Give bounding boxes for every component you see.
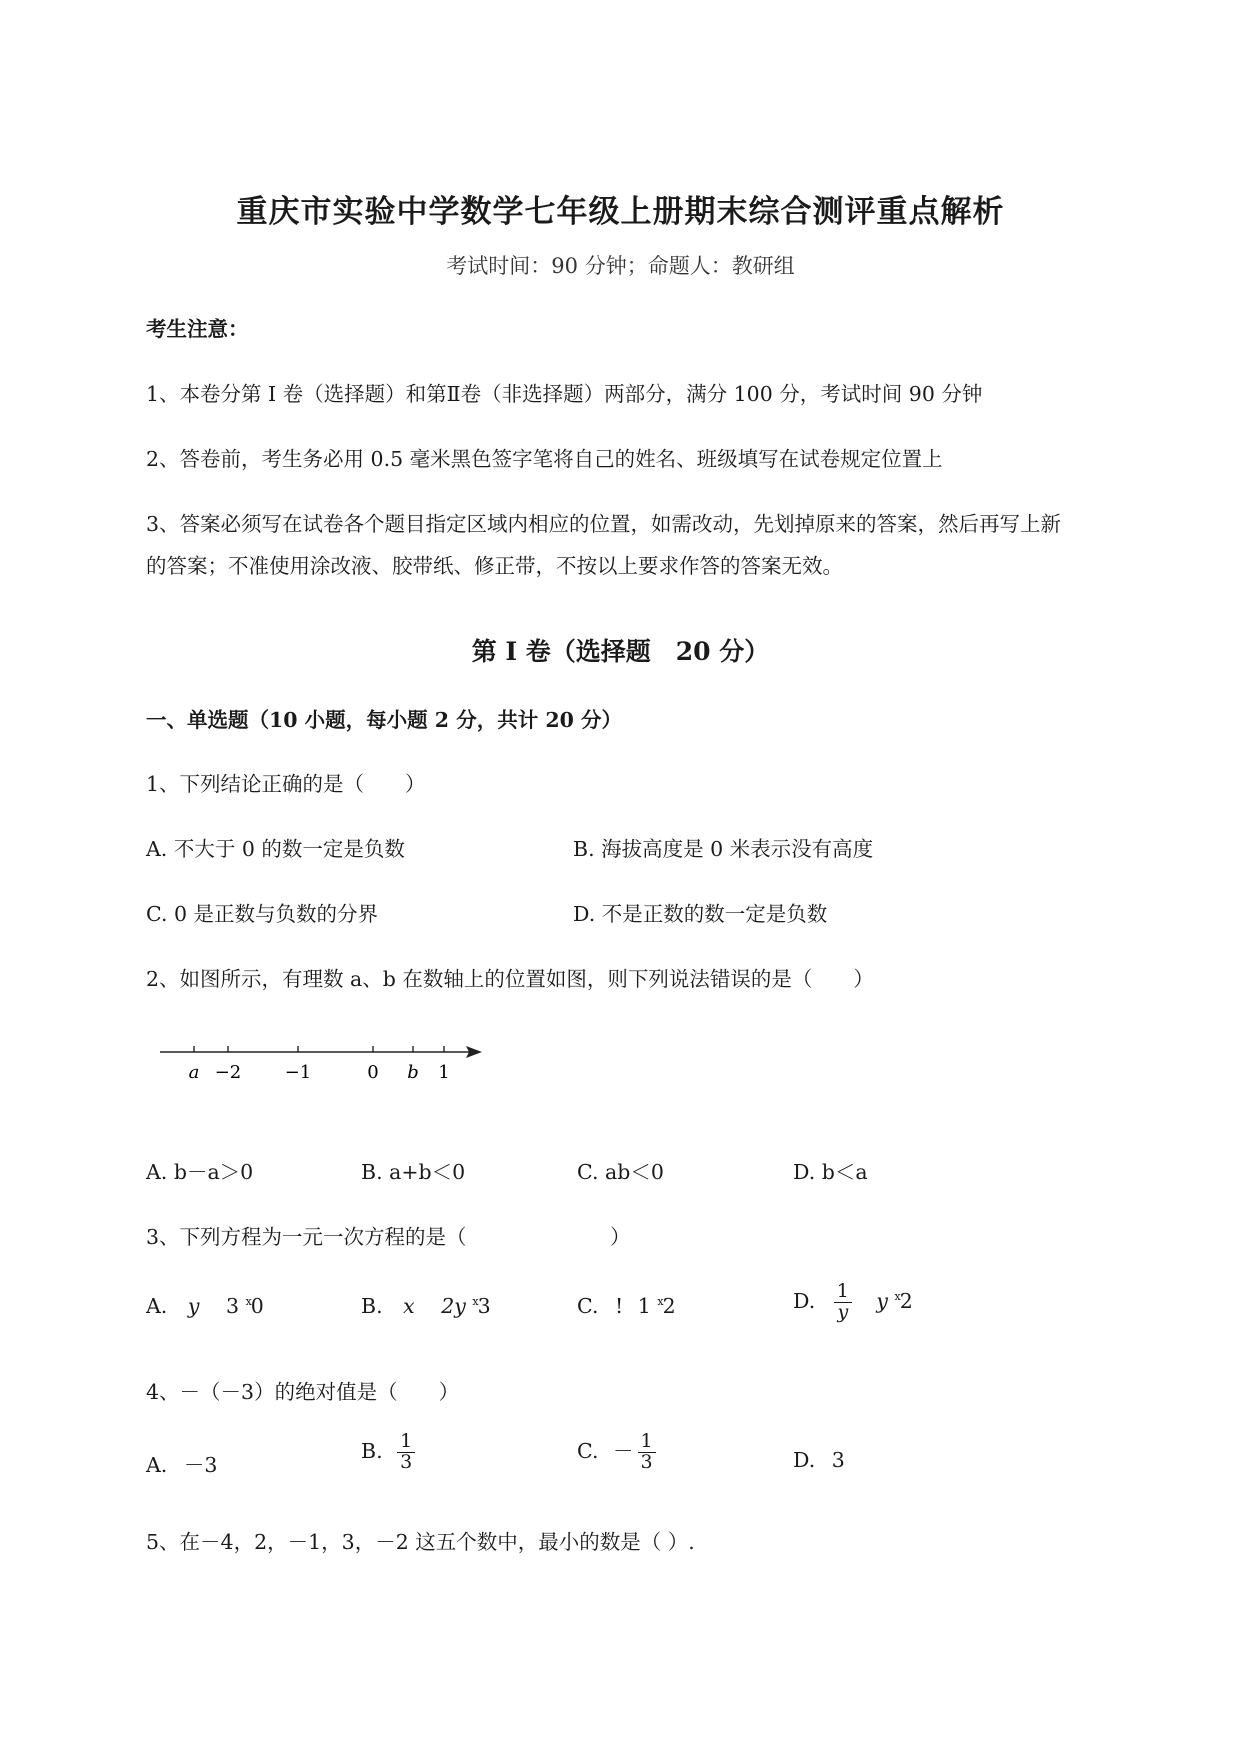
q3-option-a[interactable]: A. y 3 $^x$0 bbox=[146, 1294, 264, 1318]
page-title: 重庆市实验中学数学七年级上册期末综合测评重点解析 bbox=[236, 194, 1005, 230]
label-1: 1 bbox=[438, 1062, 450, 1083]
option-letter: A. bbox=[146, 1453, 168, 1477]
notice-item-3-cont: 的答案；不准使用涂改液、胶带纸、修正带，不按以上要求作答的答案无效。 bbox=[146, 554, 843, 578]
question-3-stem: 3、下列方程为一元一次方程的是（ ） bbox=[146, 1225, 631, 1249]
question-2-stem: 2、如图所示，有理数 a、b 在数轴上的位置如图，则下列说法错误的是（ ） bbox=[146, 967, 874, 991]
option-letter: D. bbox=[793, 1448, 816, 1472]
q3-option-c[interactable]: C. ! 1 $^x$2 bbox=[577, 1294, 676, 1318]
fraction: $\frac{1}{3}$ bbox=[638, 1432, 656, 1473]
section-title: 第 I 卷（选择题 20 分） bbox=[471, 637, 770, 666]
notice-item-1: 1、本卷分第 I 卷（选择题）和第Ⅱ卷（非选择题）两部分，满分 100 分，考试时间 90 分钟 bbox=[146, 382, 983, 406]
label-0: 0 bbox=[367, 1062, 379, 1083]
q3-option-b[interactable]: B. x 2y $^x$3 bbox=[361, 1294, 491, 1318]
q4-option-c[interactable]: C. － $\frac{1}{3}$ bbox=[577, 1432, 656, 1473]
option-letter: A. bbox=[146, 1294, 168, 1318]
q2-option-a[interactable]: A. b－a＞0 bbox=[146, 1160, 254, 1184]
q1-option-b[interactable]: B. 海拔高度是 0 米表示没有高度 bbox=[573, 837, 874, 861]
fraction: $\frac{1}{y}$ bbox=[834, 1282, 852, 1323]
q1-option-a[interactable]: A. 不大于 0 的数一定是负数 bbox=[146, 837, 405, 861]
q4-option-a[interactable]: A. －3 bbox=[146, 1453, 218, 1477]
question-1-stem: 1、下列结论正确的是（ ） bbox=[146, 772, 426, 796]
exam-subtitle: 考试时间：90 分钟；命题人：教研组 bbox=[446, 254, 795, 278]
notice-item-3: 3、答案必须写在试卷各个题目指定区域内相应的位置，如需改动，先划掉原来的答案，然后再写上新 bbox=[146, 512, 1062, 536]
label-b: b bbox=[407, 1062, 419, 1083]
q1-option-d[interactable]: D. 不是正数的数一定是负数 bbox=[573, 902, 828, 926]
question-5-stem: 5、在－4，2，－1，3，－2 这五个数中，最小的数是（ ）. bbox=[146, 1530, 695, 1554]
fraction: $\frac{1}{3}$ bbox=[397, 1432, 415, 1473]
number-line-figure bbox=[150, 1036, 495, 1086]
part-title: 一、单选题（10 小题，每小题 2 分，共计 20 分） bbox=[146, 708, 623, 732]
q2-option-d[interactable]: D. b＜a bbox=[793, 1160, 868, 1184]
q3-option-d[interactable]: D. $\frac{1}{y}$ y $^x$2 bbox=[793, 1280, 913, 1323]
label-minus-2: −2 bbox=[214, 1062, 242, 1083]
notice-heading: 考生注意： bbox=[146, 317, 249, 341]
q4-option-d[interactable]: D. 3 bbox=[793, 1448, 845, 1472]
notice-item-2: 2、答卷前，考生务必用 0.5 毫米黑色签字笔将自己的姓名、班级填写在试卷规定位置上 bbox=[146, 447, 943, 471]
option-letter: D. bbox=[793, 1288, 816, 1313]
q2-option-b[interactable]: B. a+b＜0 bbox=[361, 1160, 466, 1184]
label-minus-1: −1 bbox=[284, 1062, 312, 1083]
question-4-stem: 4、－（－3）的绝对值是（ ） bbox=[146, 1380, 460, 1404]
q4-option-b[interactable] bbox=[361, 1432, 415, 1473]
option-letter: C. bbox=[577, 1294, 599, 1318]
option-letter: C. bbox=[577, 1438, 599, 1463]
option-letter: B. bbox=[361, 1438, 383, 1463]
q1-option-c[interactable]: C. 0 是正数与负数的分界 bbox=[146, 902, 379, 926]
label-a: a bbox=[188, 1062, 200, 1083]
q2-option-c[interactable]: C. ab＜0 bbox=[577, 1160, 664, 1184]
option-letter: B. bbox=[361, 1294, 383, 1318]
